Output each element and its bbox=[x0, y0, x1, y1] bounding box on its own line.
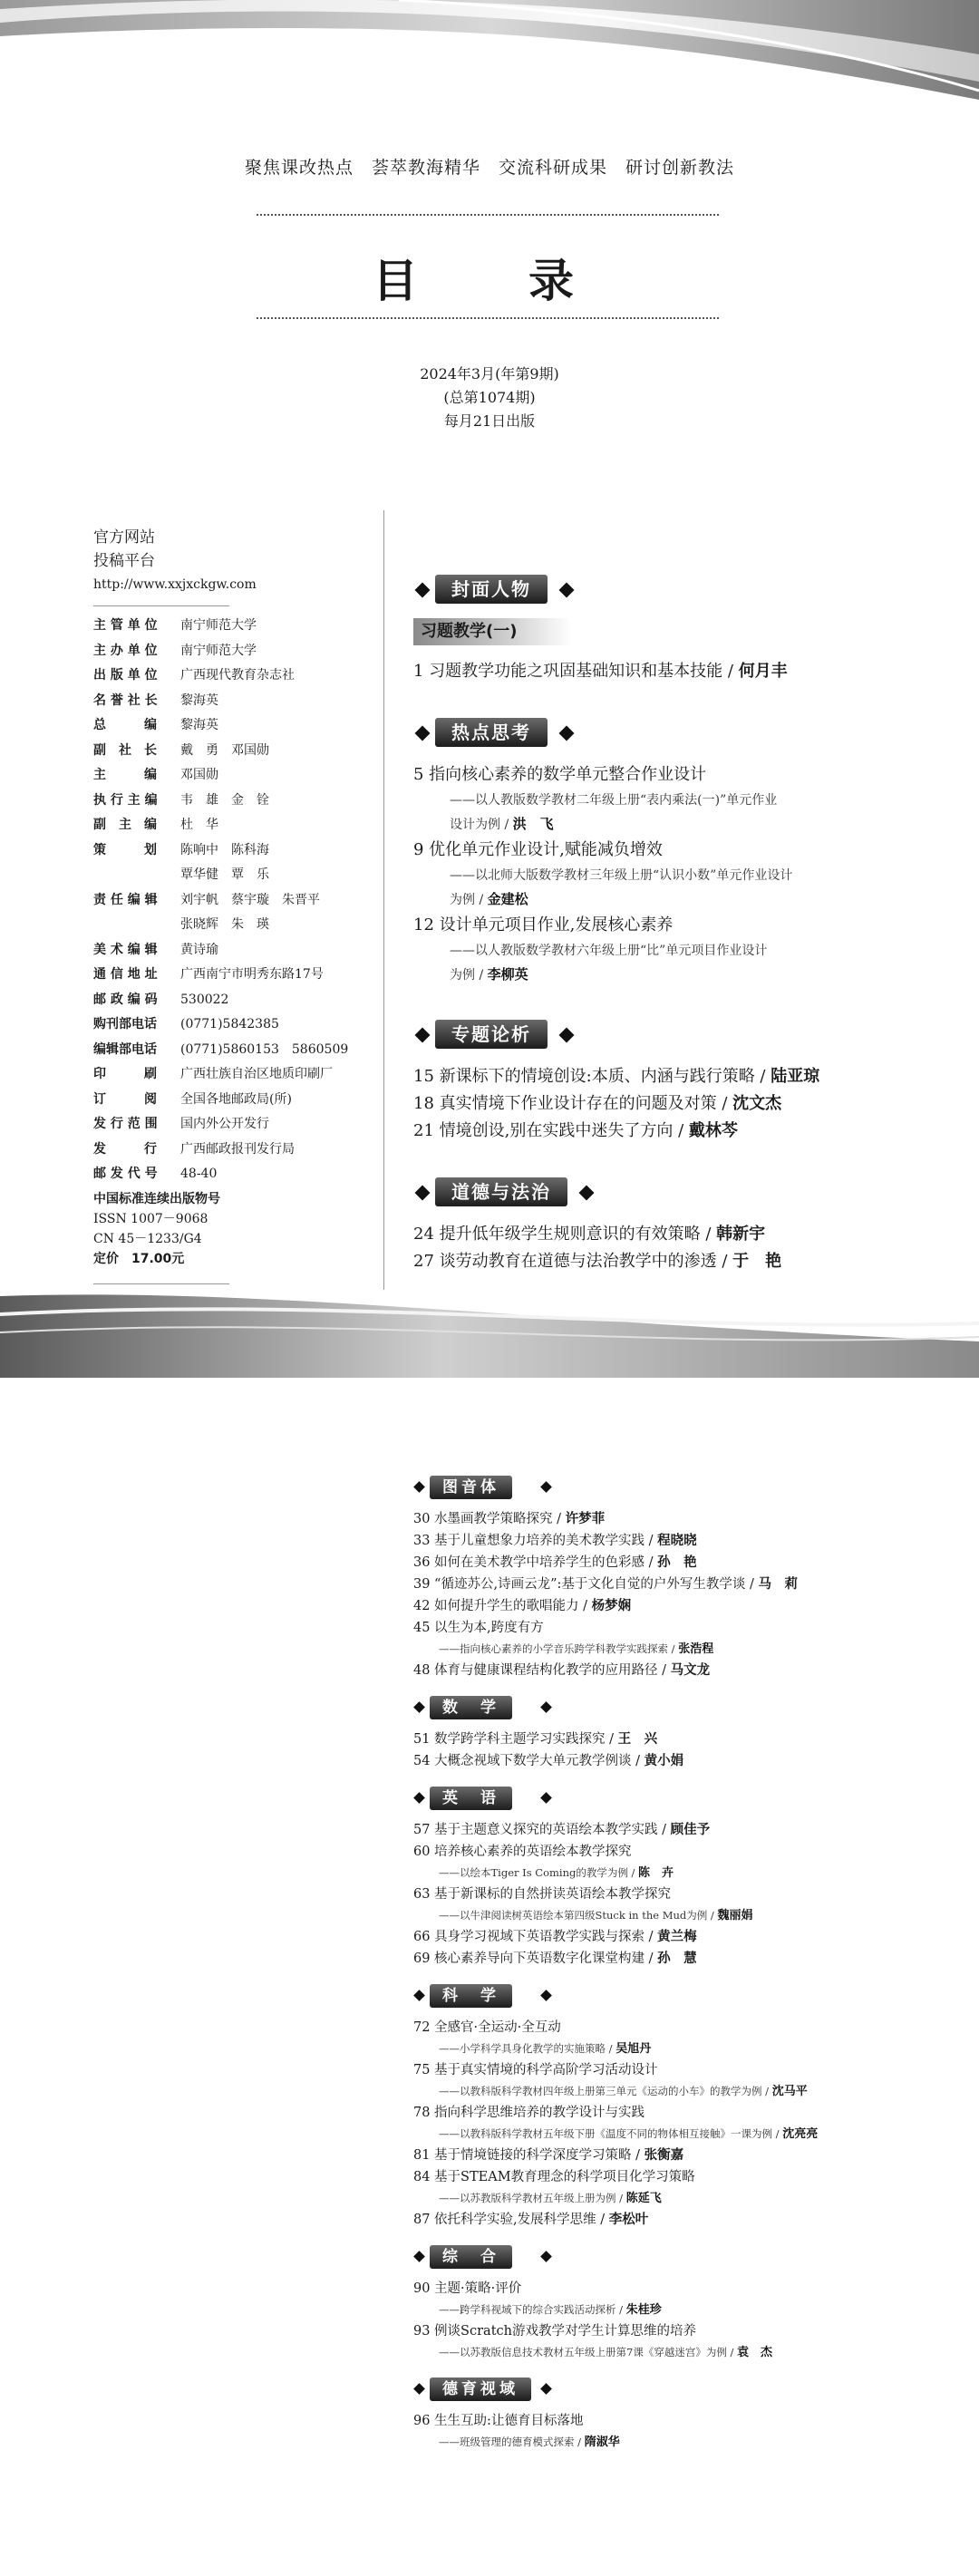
masthead-label: 执 行 主 编 bbox=[93, 792, 158, 808]
diamond-icon bbox=[559, 583, 575, 598]
toc-subtitle: ——以人教版数学教材六年级上册“比”单元项目作业设计 bbox=[450, 944, 768, 958]
toc-entry[interactable]: 15 新课标下的情境创设:本质、内涵与践行策略 / 陆亚琼 bbox=[413, 1067, 820, 1086]
toc-entry[interactable]: 60 培养核心素养的英语绘本教学探究 bbox=[413, 1845, 632, 1859]
masthead-label: 通 信 地 址 bbox=[93, 967, 158, 982]
section-moralview bbox=[413, 2376, 957, 2453]
toc-subtitle: ——以绘本Tiger Is Coming的教学为例 / 陈 卉 bbox=[439, 1866, 674, 1880]
masthead-row bbox=[93, 938, 383, 964]
masthead-row bbox=[93, 689, 383, 714]
diamond-icon bbox=[415, 1028, 431, 1043]
section-title: 英 语 bbox=[430, 1787, 512, 1810]
section-title: 德育视域 bbox=[430, 2377, 531, 2401]
masthead-rows bbox=[93, 614, 383, 1187]
diamond-icon bbox=[413, 1990, 425, 2001]
toc-subtitle: ——以教科版科学教材五年级下册《温度不同的物体相互接触》一课为例 / 沈亮亮 bbox=[439, 2127, 819, 2141]
toc-entry[interactable]: 21 情境创设,别在实践中迷失了方向 / 戴林芩 bbox=[413, 1121, 738, 1140]
masthead-label: 主 管 单 位 bbox=[93, 618, 158, 633]
toc-entry[interactable]: 18 真实情境下作业设计存在的问题及对策 / 沈文杰 bbox=[413, 1094, 782, 1113]
vertical-divider bbox=[383, 510, 384, 1290]
section-art bbox=[413, 1474, 957, 1681]
section-header bbox=[413, 1785, 957, 1814]
masthead-label: 主 办 单 位 bbox=[93, 643, 158, 658]
toc-entry[interactable]: 93 例谈Scratch游戏教学对学生计算思维的培养 bbox=[413, 2324, 696, 2339]
diamond-icon bbox=[540, 1481, 552, 1493]
top-swoosh-decoration bbox=[0, 0, 979, 109]
diamond-icon bbox=[540, 1990, 552, 2001]
masthead-label: 印 刷 bbox=[93, 1067, 157, 1081]
diamond-icon bbox=[413, 2383, 425, 2395]
masthead-value: 全国各地邮政局(所) bbox=[180, 1091, 292, 1107]
toc-subtitle: ——跨学科视域下的综合实践活动探析 / 朱桂珍 bbox=[439, 2303, 662, 2317]
masthead-row bbox=[93, 888, 383, 914]
toc-entry[interactable]: 51 数学跨学科主题学习实践探究 / 王 兴 bbox=[413, 1732, 658, 1747]
toc-entry[interactable]: 75 基于真实情境的科学高阶学习活动设计 bbox=[413, 2063, 658, 2077]
issue-schedule: 每月21日出版 bbox=[443, 412, 536, 430]
masthead-label: 总 编 bbox=[93, 718, 157, 732]
section-hot bbox=[413, 716, 957, 987]
toc-entry[interactable]: 63 基于新课标的自然拼读英语绘本教学探究 bbox=[413, 1887, 672, 1902]
masthead-label: 邮 政 编 码 bbox=[93, 992, 158, 1007]
section-title: 热点思考 bbox=[435, 718, 548, 747]
masthead-label: 责 任 编 辑 bbox=[93, 892, 158, 907]
diamond-icon bbox=[415, 726, 431, 741]
section-special bbox=[413, 1018, 957, 1145]
issn: ISSN 1007－9068 bbox=[93, 1211, 208, 1226]
masthead-value: 张晓辉 朱 瑛 bbox=[180, 917, 269, 932]
masthead-sidebar bbox=[93, 526, 383, 1284]
toc-subtitle: ——以苏教版信息技术教材五年级上册第7课《穿越迷宫》为例 / 袁 杰 bbox=[439, 2346, 773, 2359]
toc-entry[interactable]: 96 生生互助:让德育目标落地 bbox=[413, 2414, 584, 2428]
toc-main bbox=[413, 573, 957, 1299]
toc-entry[interactable]: 33 基于儿童想象力培养的美术教学实践 / 程晓晓 bbox=[413, 1534, 697, 1548]
toc-continued bbox=[413, 1461, 957, 2453]
masthead-row bbox=[93, 1062, 383, 1088]
toc-entry[interactable]: 57 基于主题意义探究的英语绘本教学实践 / 顾佳予 bbox=[413, 1823, 711, 1837]
toc-entry[interactable]: 72 全感官·全运动·全互动 bbox=[413, 2020, 561, 2035]
toc-subtitle: ——指向核心素养的小学音乐跨学科教学实践探索 / 张浩程 bbox=[439, 1642, 714, 1656]
divider bbox=[93, 605, 229, 606]
masthead-label bbox=[93, 913, 180, 938]
masthead-label: 订 阅 bbox=[93, 1091, 157, 1107]
diamond-icon bbox=[540, 1792, 552, 1804]
masthead-value: 国内外公开发行 bbox=[180, 1117, 269, 1131]
bottom-swoosh-decoration bbox=[0, 1287, 979, 1378]
section-header bbox=[413, 2243, 957, 2272]
divider bbox=[93, 1283, 229, 1284]
section-header bbox=[413, 1982, 957, 2011]
toc-entry[interactable]: 54 大概念视域下数学大单元教学例谈 / 黄小娟 bbox=[413, 1754, 684, 1768]
toc-subtitle: ——班级管理的德育模式探索 / 隋淑华 bbox=[439, 2436, 620, 2449]
section-title: 科 学 bbox=[430, 1984, 512, 2008]
masthead-label: 购刊部电话 bbox=[93, 1017, 157, 1031]
toc-entry[interactable]: 81 基于情境链接的科学深度学习策略 / 张衡嘉 bbox=[413, 2148, 684, 2163]
masthead-value: 南宁师范大学 bbox=[180, 643, 257, 658]
website-url[interactable]: http://www.xxjxckgw.com bbox=[93, 577, 257, 592]
masthead-value: (0771)5842385 bbox=[180, 1017, 279, 1031]
serial-title: 中国标准连续出版物号 bbox=[93, 1191, 220, 1206]
diamond-icon bbox=[413, 2251, 425, 2262]
section-header bbox=[413, 2376, 957, 2405]
diamond-icon bbox=[579, 1186, 595, 1201]
toc-entry[interactable]: 5 指向核心素养的数学单元整合作业设计 bbox=[413, 765, 707, 784]
masthead-value: 48-40 bbox=[180, 1167, 218, 1181]
masthead-row bbox=[93, 763, 383, 789]
cn-number: CN 45－1233/G4 bbox=[93, 1231, 202, 1246]
masthead-label: 出 版 单 位 bbox=[93, 668, 158, 683]
toc-subtitle: ——以教科版科学教材四年级上册第三单元《运动的小车》的教学为例 / 沈马平 bbox=[439, 2085, 808, 2098]
masthead-value: 刘宇帆 蔡宇璇 朱晋平 bbox=[180, 892, 320, 907]
subtopic-tag: 习题教学(一) bbox=[413, 618, 571, 645]
section-title: 道德与法治 bbox=[435, 1177, 567, 1206]
masthead-label: 美 术 编 辑 bbox=[93, 942, 158, 957]
toc-entry[interactable]: 42 如何提升学生的歌唱能力 / 杨梦娴 bbox=[413, 1599, 632, 1613]
section-header bbox=[413, 1176, 957, 1212]
masthead-label: 副 社 长 bbox=[93, 742, 157, 758]
masthead-row bbox=[93, 639, 383, 664]
website-label: 官方网站 bbox=[93, 528, 155, 547]
masthead-row bbox=[93, 1012, 383, 1038]
toc-entry[interactable]: 90 主题·策略·评价 bbox=[413, 2281, 522, 2296]
toc-entry[interactable]: 87 依托科学实验,发展科学思维 / 李松叶 bbox=[413, 2213, 649, 2227]
masthead-label bbox=[93, 863, 180, 888]
toc-subtitle: ——小学科学具身化教学的实施策略 / 吴旭丹 bbox=[439, 2042, 652, 2056]
section-header bbox=[413, 1018, 957, 1054]
page-title: 目 录 bbox=[373, 255, 606, 307]
masthead-value: 黎海英 bbox=[180, 692, 218, 708]
masthead-value: 黄诗瑜 bbox=[180, 942, 218, 957]
issue-date: 2024年3月(年第9期) bbox=[420, 365, 559, 383]
toc-entry[interactable]: 24 提升低年级学生规则意识的有效策略 / 韩新宇 bbox=[413, 1225, 766, 1244]
diamond-icon bbox=[413, 1481, 425, 1493]
masthead-value: 邓国勋 bbox=[180, 768, 218, 782]
toc-entry[interactable]: 39 “循迹苏公,诗画云龙”:基于文化自觉的户外写生教学谈 / 马 莉 bbox=[413, 1577, 798, 1592]
masthead-label: 副 主 编 bbox=[93, 818, 157, 832]
masthead-value: 戴 勇 邓国勋 bbox=[180, 742, 269, 758]
diamond-icon bbox=[415, 583, 431, 598]
toc-entry[interactable]: 66 具身学习视域下英语教学实践与探索 / 黄兰梅 bbox=[413, 1930, 697, 1944]
masthead-value: 南宁师范大学 bbox=[180, 618, 257, 633]
section-cover bbox=[413, 573, 957, 685]
section-english bbox=[413, 1785, 957, 1970]
masthead-row bbox=[93, 1138, 383, 1163]
section-title: 专题论析 bbox=[435, 1020, 548, 1049]
toc-entry[interactable]: 1 习题教学功能之巩固基础知识和基本技能 / 何月丰 bbox=[413, 662, 788, 681]
slogan: 聚焦课改热点 荟萃教海精华 交流科研成果 研讨创新教法 bbox=[244, 158, 734, 178]
masthead-row bbox=[93, 1112, 383, 1138]
toc-entry[interactable]: 12 设计单元项目作业,发展核心素养 bbox=[413, 915, 674, 935]
toc-entry[interactable]: 27 谈劳动教育在道德与法治教学中的渗透 / 于 艳 bbox=[413, 1252, 782, 1271]
section-header bbox=[413, 716, 957, 752]
toc2-sections bbox=[413, 1474, 957, 2453]
masthead-row bbox=[93, 713, 383, 739]
price: 定价 17.00元 bbox=[93, 1251, 185, 1266]
toc-subtitle: ——以牛津阅读树英语绘本第四级Stuck in the Mud为例 / 魏丽娟 bbox=[439, 1909, 753, 1922]
masthead-value: 杜 华 bbox=[180, 818, 218, 832]
masthead-row bbox=[93, 663, 383, 689]
section-title: 封面人物 bbox=[435, 575, 548, 604]
masthead-label: 策 划 bbox=[93, 842, 157, 857]
masthead-label: 名 誉 社 长 bbox=[93, 692, 158, 708]
masthead-row bbox=[93, 963, 383, 988]
masthead-row bbox=[93, 988, 383, 1013]
masthead-value: 广西壮族自治区地质印刷厂 bbox=[180, 1067, 333, 1081]
masthead-value: 陈响中 陈科海 bbox=[180, 842, 269, 857]
section-math bbox=[413, 1694, 957, 1772]
masthead-row bbox=[93, 1088, 383, 1113]
toc-entry[interactable]: 9 优化单元作业设计,赋能减负增效 bbox=[413, 840, 663, 859]
divider-dotted bbox=[257, 214, 719, 216]
section-title: 图音体 bbox=[430, 1476, 512, 1499]
masthead-row bbox=[93, 614, 383, 639]
masthead-value: 韦 雄 金 铨 bbox=[180, 792, 269, 808]
masthead-row bbox=[93, 789, 383, 814]
masthead-row bbox=[93, 1038, 383, 1063]
diamond-icon bbox=[540, 2251, 552, 2262]
masthead-value: 覃华健 覃 乐 bbox=[180, 867, 269, 882]
toc-entry[interactable]: 84 基于STEAM教育理念的科学项目化学习策略 bbox=[413, 2170, 695, 2184]
toc-entry[interactable]: 69 核心素养导向下英语数字化课堂构建 / 孙 慧 bbox=[413, 1951, 697, 1966]
issue-total: (总第1074期) bbox=[443, 389, 536, 406]
toc-subtitle: 设计为例 / 洪 飞 bbox=[450, 816, 554, 832]
masthead-value: 530022 bbox=[180, 992, 229, 1007]
toc-subtitle: 为例 / 李柳英 bbox=[450, 966, 528, 983]
diamond-icon bbox=[559, 726, 575, 741]
masthead-label: 编辑部电话 bbox=[93, 1041, 157, 1057]
diamond-icon bbox=[559, 1028, 575, 1043]
masthead-row bbox=[93, 1162, 383, 1187]
masthead-label: 邮 发 代 号 bbox=[93, 1167, 158, 1181]
toc-entry[interactable]: 48 体育与健康课程结构化教学的应用路径 / 马文龙 bbox=[413, 1663, 711, 1678]
section-moral bbox=[413, 1176, 957, 1275]
masthead-value: 广西邮政报刊发行局 bbox=[180, 1141, 295, 1157]
masthead-value: 广西南宁市明秀东路17号 bbox=[180, 967, 324, 982]
masthead-row bbox=[93, 863, 383, 888]
masthead-row bbox=[93, 838, 383, 864]
section-title: 数 学 bbox=[430, 1696, 512, 1719]
divider-dotted bbox=[257, 317, 719, 319]
masthead-row bbox=[93, 913, 383, 938]
masthead-row bbox=[93, 813, 383, 838]
section-integrated bbox=[413, 2243, 957, 2363]
section-title: 综 合 bbox=[430, 2245, 512, 2269]
toc-entry[interactable]: 45 以生为本,跨度有方 bbox=[413, 1621, 544, 1635]
masthead-row bbox=[93, 739, 383, 764]
diamond-icon bbox=[540, 1701, 552, 1713]
section-science bbox=[413, 1982, 957, 2231]
toc-subtitle: 为例 / 金建松 bbox=[450, 891, 528, 907]
toc-entry[interactable]: 30 水墨画教学策略探究 / 许梦菲 bbox=[413, 1512, 606, 1526]
diamond-icon bbox=[415, 1186, 431, 1201]
toc-page-2 bbox=[0, 1378, 979, 2576]
section-header bbox=[413, 1694, 957, 1723]
masthead-value: (0771)5860153 5860509 bbox=[180, 1041, 349, 1057]
toc-entry[interactable]: 36 如何在美术教学中培养学生的色彩感 / 孙 艳 bbox=[413, 1555, 697, 1570]
toc-entry[interactable]: 78 指向科学思维培养的教学设计与实践 bbox=[413, 2106, 645, 2120]
masthead-label: 发 行 bbox=[93, 1141, 157, 1157]
diamond-icon bbox=[413, 1701, 425, 1713]
masthead-value: 广西现代教育杂志社 bbox=[180, 668, 295, 683]
masthead-label: 主 编 bbox=[93, 768, 157, 782]
section-header bbox=[413, 1474, 957, 1503]
toc-subtitle: ——以苏教版科学教材五年级上册为例 / 陈延飞 bbox=[439, 2192, 662, 2205]
section-header bbox=[413, 573, 957, 609]
toc-subtitle: ——以北师大版数学教材三年级上册“认识小数”单元作业设计 bbox=[450, 868, 793, 883]
submission-label: 投稿平台 bbox=[93, 552, 155, 570]
masthead-value: 黎海英 bbox=[180, 718, 218, 732]
toc-subtitle: ——以人教版数学教材二年级上册“表内乘法(一)”单元作业 bbox=[450, 793, 778, 808]
masthead-label: 发 行 范 围 bbox=[93, 1117, 158, 1131]
diamond-icon bbox=[540, 2383, 552, 2395]
diamond-icon bbox=[413, 1792, 425, 1804]
